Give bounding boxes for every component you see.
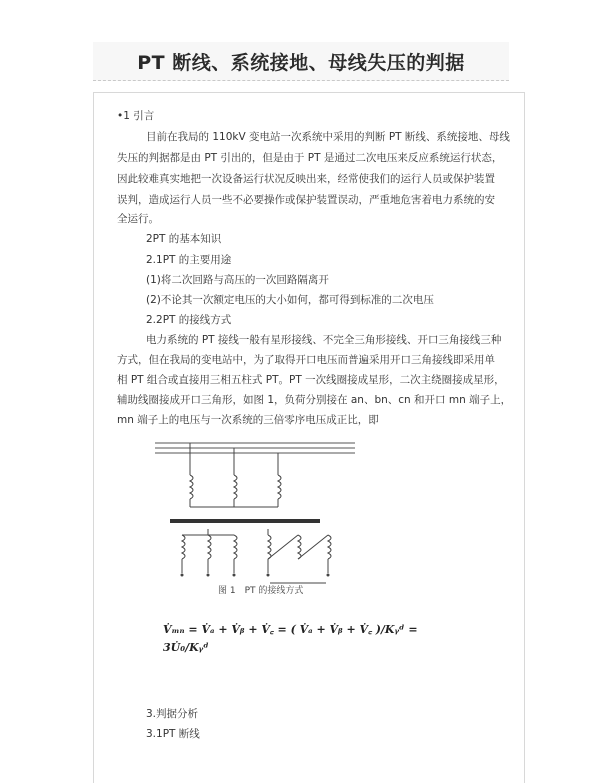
wiring-heading: 2.2PT 的接线方式 xyxy=(146,314,232,326)
intro-line: 全运行。 xyxy=(117,213,159,225)
figure-caption: 图 1 PT 的接线方式 xyxy=(218,586,304,596)
intro-line: 误判，造成运行人员一些不必要操作或保护装置误动，严重地危害着电力系统的安 xyxy=(117,194,495,206)
formula-line: V̇ₘₙ = V̇ₐ + V̇ᵦ + V̇꜀ = ( V̇ₐ + V̇ᵦ + V̇꜀ )/Kᵧᵈ = xyxy=(163,623,418,636)
basic-heading: 2PT 的基本知识 xyxy=(146,233,222,245)
pt-break-heading: 3.1PT 断线 xyxy=(146,728,200,740)
intro-line: 因此较难真实地把一次设备运行状况反映出来，经常使我们的运行人员或保护装置 xyxy=(117,173,495,185)
wiring-line: 电力系统的 PT 接线一般有星形接线、不完全三角形接线、开口三角接线三种 xyxy=(146,334,502,346)
wiring-line: 相 PT 组合或直接用三相五柱式 PT。PT 一次线圈接成星形，二次主绕圈接成星形， xyxy=(117,374,505,386)
use-item: (1)将二次回路与高压的一次回路隔离开 xyxy=(146,274,329,286)
analysis-heading: 3.判据分析 xyxy=(146,708,199,720)
wiring-line: mn 端子上的电压与一次系统的三倍零序电压成正比，即 xyxy=(117,414,379,426)
use-item: (2)不论其一次额定电压的大小如何，都可得到标准的二次电压 xyxy=(146,294,434,306)
title-bar xyxy=(93,42,509,81)
intro-line: 失压的判据都是由 PT 引出的，但是由于 PT 是通过二次电压来反应系统运行状态， xyxy=(117,152,503,164)
intro-heading: •1 引言 xyxy=(117,110,155,122)
wiring-line: 方式，但在我局的变电站中，为了取得开口电压而普遍采用开口三角接线即采用单 xyxy=(117,354,495,366)
intro-line: 目前在我局的 110kV 变电站一次系统中采用的判断 PT 断线、系统接地、母线 xyxy=(146,131,510,143)
formula-line: 3U̇₀/Kᵧᵈ xyxy=(163,641,209,654)
wiring-line: 辅助线圈接成开口三角形，如图 1，负荷分别接在 an、bn、cn 和开口 mn 端子上， xyxy=(117,394,512,406)
use-heading: 2.1PT 的主要用途 xyxy=(146,254,232,266)
page-title: PT 断线、系统接地、母线失压的判据 xyxy=(137,51,465,74)
